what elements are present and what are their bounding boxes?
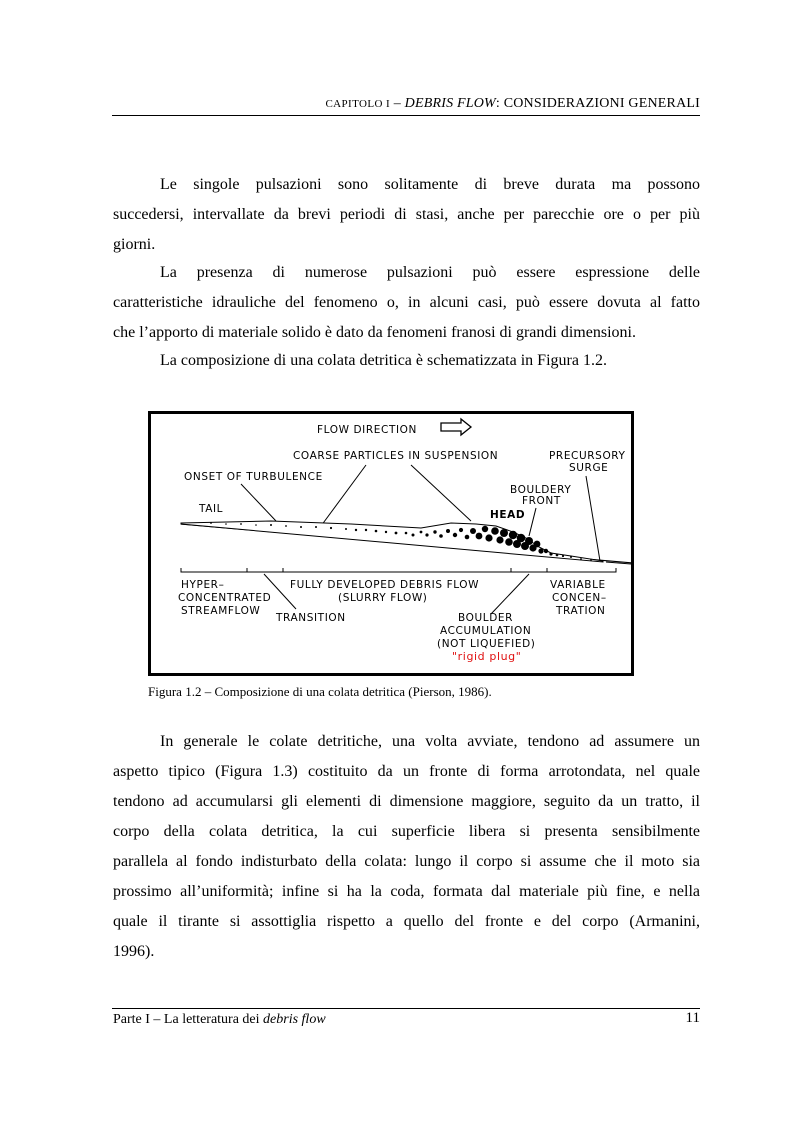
label-tail: TAIL <box>199 503 224 515</box>
label-boulder: BOULDER <box>458 612 514 624</box>
label-bouldery: BOULDERY <box>510 484 572 496</box>
label-front: FRONT <box>522 495 561 507</box>
label-tration: TRATION <box>556 605 606 617</box>
page-number: 11 <box>685 1010 700 1026</box>
paragraph-4 <box>113 727 700 967</box>
figure-debris-flow-diagram <box>148 411 634 676</box>
debris-flow-body <box>181 521 603 562</box>
paragraph-line: parallela al fondo indisturbato della colata: lungo il corpo si assume che il moto sia <box>113 853 700 870</box>
running-header <box>112 96 700 112</box>
paragraph-1 <box>113 170 700 260</box>
paragraph-line: giorni. <box>113 236 156 253</box>
paragraph-line: aspetto tipico (Figura 1.3) costituito da un fronte di forma arrotondata, nel quale <box>113 763 700 780</box>
paragraph-line: quale il tirante si assottiglia rispetto a quello del fronte e del corpo (Armanini, <box>113 913 700 930</box>
label-surge: SURGE <box>569 462 609 474</box>
footer-part: Parte I – La letteratura dei <box>113 1012 264 1027</box>
paragraph-line: corpo della colata detritica, la cui superficie libera si presenta sensibilmente <box>113 823 700 840</box>
paragraph-line: La presenza di numerose pulsazioni può essere espressione delle <box>160 264 700 281</box>
paragraph-line: Le singole pulsazioni sono solitamente di breve durata ma possono <box>160 176 700 193</box>
paragraph-line: 1996). <box>113 943 155 960</box>
header-rule <box>112 115 700 116</box>
label-variable: VARIABLE <box>550 579 606 591</box>
paragraph-line: prossimo all’uniformità; infine si ha la coda, formata dal materiale più fine, e nella <box>113 883 700 900</box>
header-dash: – <box>390 96 405 111</box>
label-head: HEAD <box>490 509 526 521</box>
paragraph-line: In generale le colate detritiche, una volta avviate, tendono ad assumere un <box>160 733 700 750</box>
running-footer <box>113 1012 326 1028</box>
label-not-liquefied: (NOT LIQUEFIED) <box>437 638 536 650</box>
header-topic-italic: DEBRIS FLOW <box>404 96 496 111</box>
paragraph-3 <box>113 346 700 376</box>
label-rigid-plug: "rigid plug" <box>452 650 522 663</box>
paragraph-line: caratteristiche idrauliche del fenomeno o, in alcuni casi, può essere dovuta al fatto <box>113 294 700 311</box>
label-hyper: HYPER– <box>181 579 225 591</box>
paragraph-line: succedersi, intervallate da brevi periodi di stasi, anche per parecchie ore o per più <box>113 206 700 223</box>
paragraph-line: La composizione di una colata detritica è schematizzata in Figura 1.2. <box>160 352 607 369</box>
label-flow-direction: FLOW DIRECTION <box>317 424 417 436</box>
label-fully-developed: FULLY DEVELOPED DEBRIS FLOW <box>290 579 480 591</box>
flow-arrow-icon <box>441 419 471 435</box>
figure-caption: Figura 1.2 – Composizione di una colata detritica (Pierson, 1986). <box>148 684 492 699</box>
paragraph-line: che l’apporto di materiale solido è dato da fenomeni franosi di grandi dimensioni. <box>113 324 636 341</box>
label-onset-turbulence: ONSET OF TURBULENCE <box>184 471 323 483</box>
label-precursory: PRECURSORY <box>549 450 626 462</box>
label-slurry-flow: (SLURRY FLOW) <box>338 592 428 604</box>
label-streamflow: STREAMFLOW <box>181 605 261 617</box>
header-chapter: CAPITOLO I <box>325 98 391 110</box>
label-coarse-particles: COARSE PARTICLES IN SUSPENSION <box>293 450 499 462</box>
footer-part-italic: debris flow <box>263 1012 326 1027</box>
label-accumulation: ACCUMULATION <box>440 625 532 637</box>
label-concen: CONCEN– <box>552 592 607 604</box>
label-transition: TRANSITION <box>276 612 346 624</box>
paragraph-line: tendono ad accumularsi gli elementi di dimensione maggiore, seguito da un tratto, il <box>113 793 700 810</box>
label-concentrated: CONCENTRATED <box>178 592 272 604</box>
paragraph-2 <box>113 258 700 348</box>
header-topic: : CONSIDERAZIONI GENERALI <box>495 96 700 111</box>
footer-rule <box>112 1008 700 1009</box>
debris-flow-diagram <box>151 414 631 673</box>
